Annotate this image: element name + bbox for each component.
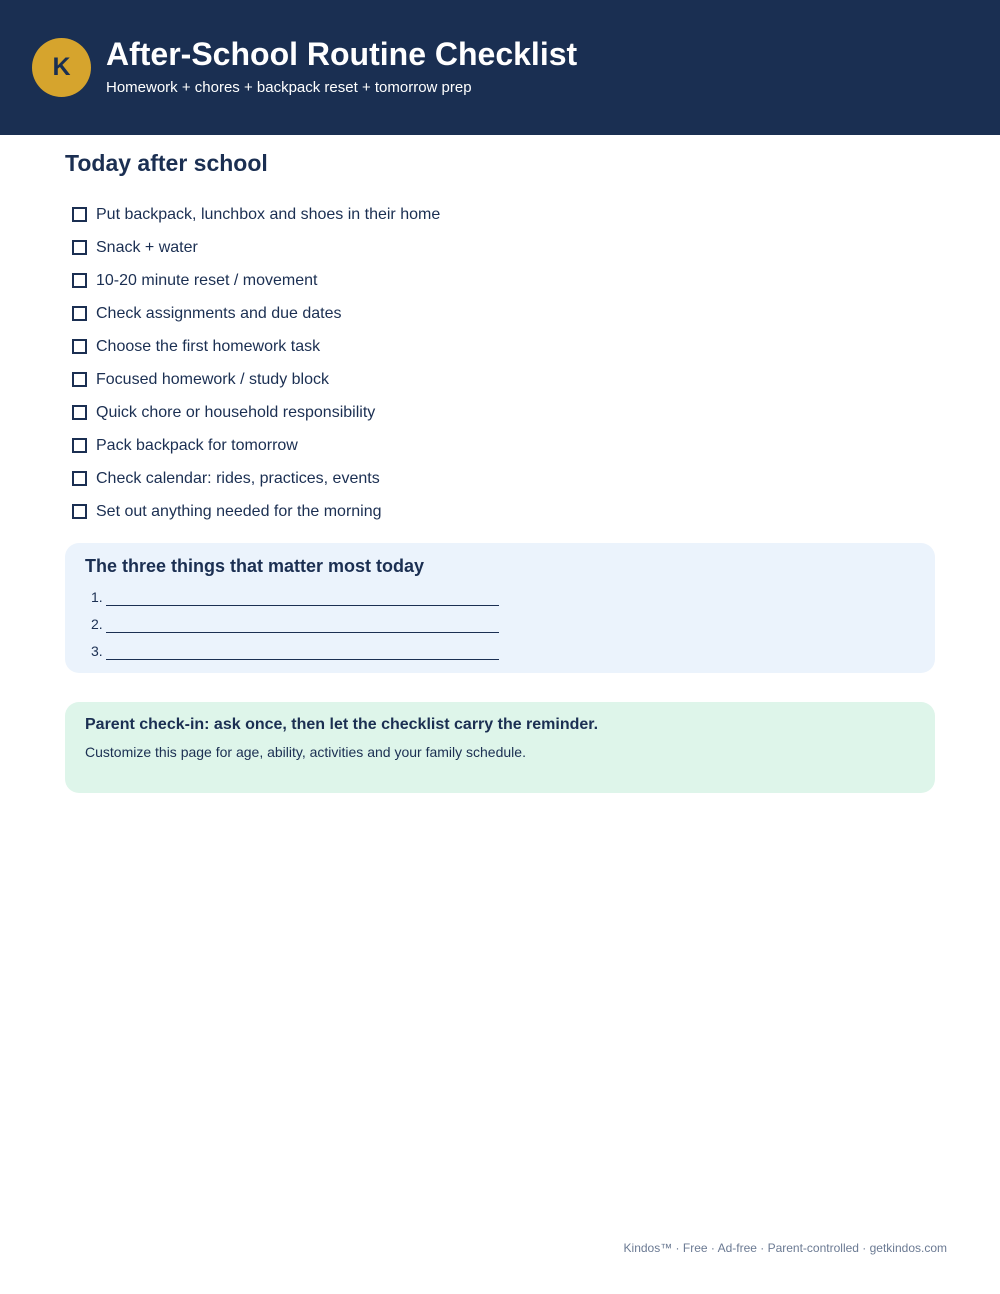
parent-checkin-title: Parent check-in: ask once, then let the checklist carry the reminder.: [85, 716, 599, 733]
checklist-item-label: Focused homework / study block: [96, 370, 329, 388]
checklist-item[interactable]: [72, 495, 440, 528]
parent-checkin-box: [65, 702, 935, 793]
checklist-item[interactable]: [72, 297, 440, 330]
priority-number: 1.: [91, 589, 103, 605]
checklist-item[interactable]: [72, 363, 440, 396]
checkbox[interactable]: [72, 273, 87, 288]
priorities-box: [65, 543, 935, 673]
header-banner: [0, 0, 1000, 135]
parent-checkin-text: Customize this page for age, ability, activities and your family schedule.: [85, 744, 526, 760]
priority-blank[interactable]: [106, 591, 499, 606]
checklist-item[interactable]: [72, 429, 440, 462]
priority-number: 3.: [91, 643, 103, 659]
checklist-item-label: Put backpack, lunchbox and shoes in their home: [96, 205, 441, 223]
checklist-item-label: Choose the first homework task: [96, 337, 321, 355]
checklist-item-label: 10-20 minute reset / movement: [96, 271, 318, 289]
priority-blank[interactable]: [106, 618, 499, 633]
priority-blank[interactable]: [106, 645, 499, 660]
priority-line-3[interactable]: [91, 642, 499, 660]
checkbox[interactable]: [72, 405, 87, 420]
checklist: [72, 198, 440, 528]
page-subtitle: Homework + chores + backpack reset + tomorrow prep: [106, 79, 472, 96]
footer-text: Kindos™ · Free · Ad-free · Parent-controlled · getkindos.com: [623, 1241, 947, 1255]
checklist-item[interactable]: [72, 198, 440, 231]
priority-line-1[interactable]: [91, 588, 499, 606]
checkbox[interactable]: [72, 438, 87, 453]
checklist-item-label: Snack + water: [96, 238, 198, 256]
kindos-logo: K: [32, 38, 91, 97]
checklist-item-label: Check assignments and due dates: [96, 304, 342, 322]
priority-number: 2.: [91, 616, 103, 632]
checklist-heading: Today after school: [65, 150, 268, 176]
checklist-item[interactable]: [72, 330, 440, 363]
checklist-item-label: Set out anything needed for the morning: [96, 502, 382, 520]
checklist-item[interactable]: [72, 231, 440, 264]
page-title: After-School Routine Checklist: [106, 36, 578, 72]
checkbox[interactable]: [72, 339, 87, 354]
checklist-item[interactable]: [72, 264, 440, 297]
checkbox[interactable]: [72, 240, 87, 255]
checklist-item[interactable]: [72, 396, 440, 429]
priority-line-2[interactable]: [91, 615, 499, 633]
checkbox[interactable]: [72, 306, 87, 321]
checklist-item-label: Quick chore or household responsibility: [96, 403, 376, 421]
checkbox[interactable]: [72, 207, 87, 222]
priorities-title: The three things that matter most today: [85, 556, 425, 576]
checkbox[interactable]: [72, 504, 87, 519]
checklist-item[interactable]: [72, 462, 440, 495]
checklist-item-label: Check calendar: rides, practices, events: [96, 469, 380, 487]
checkbox[interactable]: [72, 372, 87, 387]
checklist-item-label: Pack backpack for tomorrow: [96, 436, 298, 454]
checkbox[interactable]: [72, 471, 87, 486]
